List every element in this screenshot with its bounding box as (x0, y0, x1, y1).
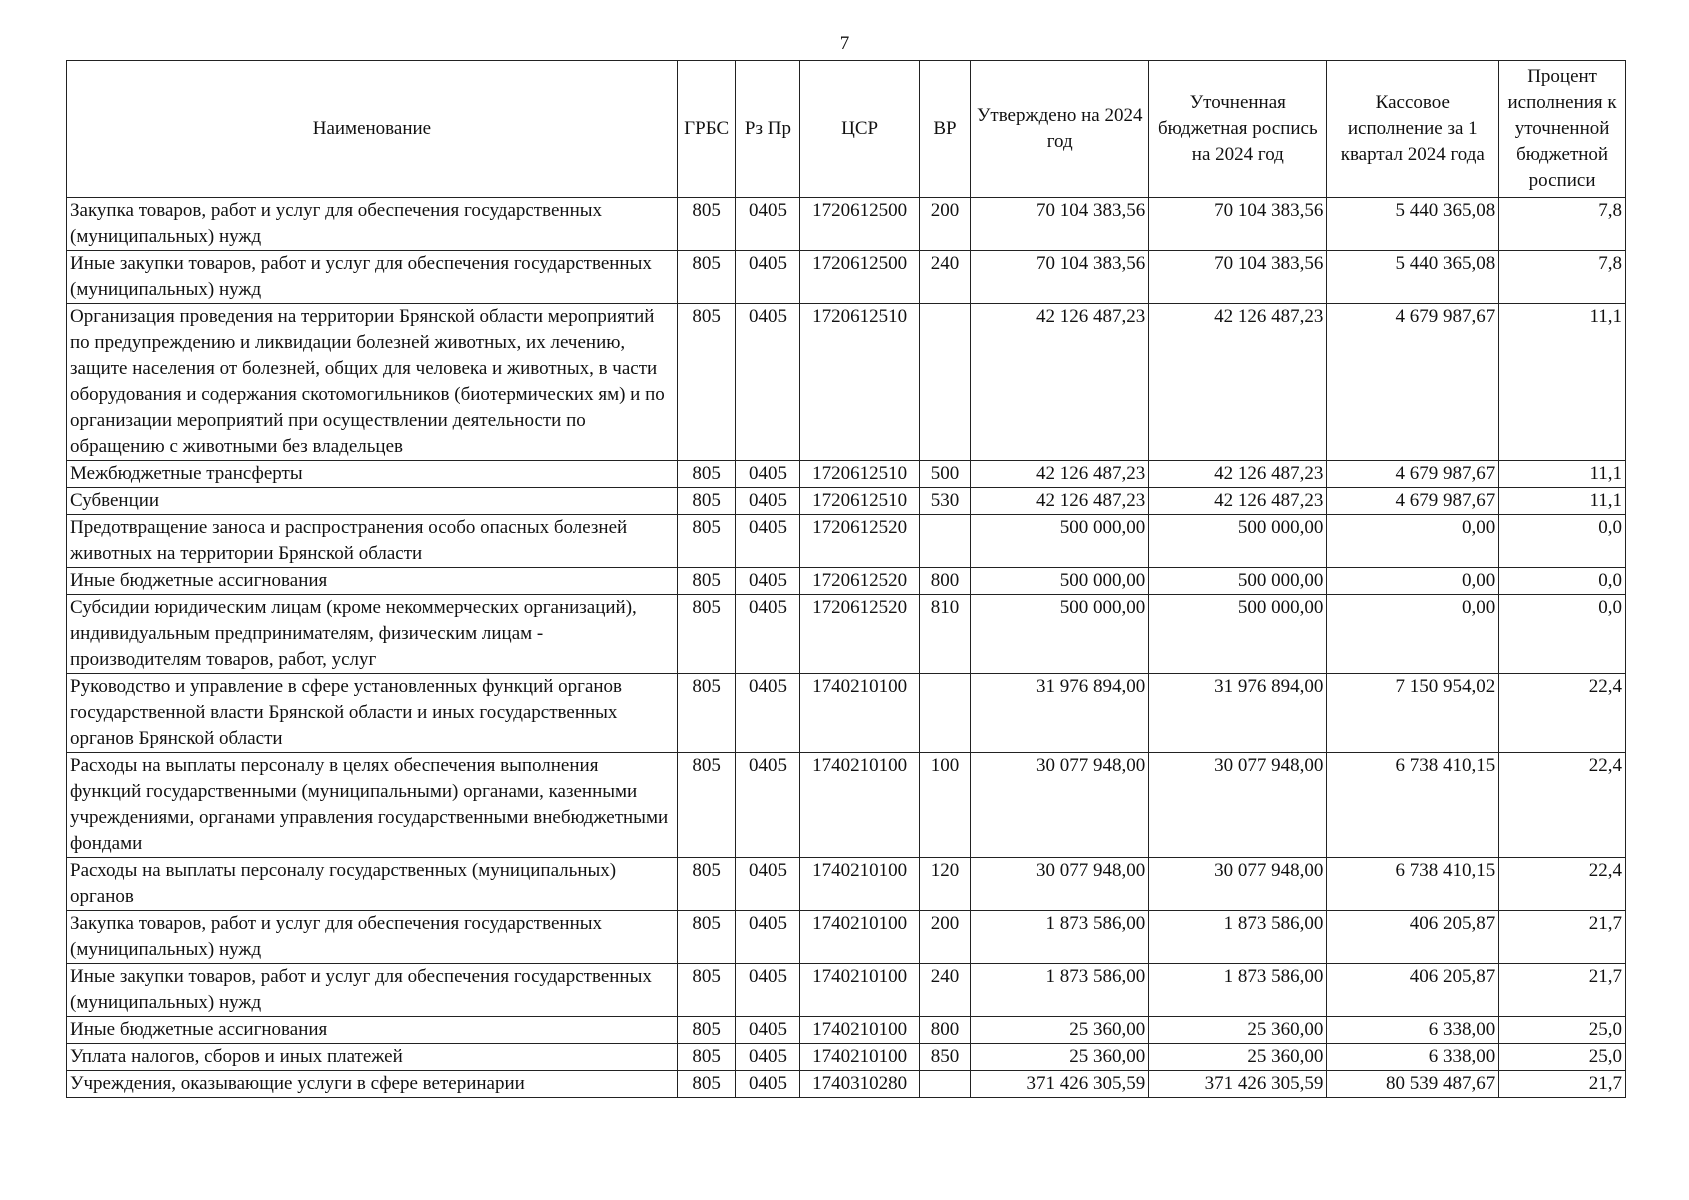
cell-name: Иные закупки товаров, работ и услуг для обеспечения государственных (муниципальных) нужд (67, 964, 678, 1017)
cell-csr: 1720612510 (800, 461, 919, 488)
table-row (67, 753, 1626, 858)
cell-cash: 4 679 987,67 (1327, 488, 1499, 515)
cell-name: Организация проведения на территории Брянской области мероприятий по предупреждению и ликвидации болезней животных, их лечению, защите населения от болезней, общих для человека и животных, в части оборудования и содержания скотомогильников (биотермических ям) и по организации мероприятий при осуществлении деятельности по обращению с животными без владельцев (67, 304, 678, 461)
cell-name: Руководство и управление в сфере установленных функций органов государственной власти Брянской области и иных государственных органов Брянской области (67, 674, 678, 753)
table-row (67, 1017, 1626, 1044)
cell-refined: 30 077 948,00 (1149, 858, 1327, 911)
cell-csr: 1720612520 (800, 568, 919, 595)
cell-vr: 800 (919, 568, 970, 595)
cell-rzpr: 0405 (736, 1044, 800, 1071)
header-row (67, 61, 1626, 198)
cell-vr: 240 (919, 964, 970, 1017)
cell-name: Субвенции (67, 488, 678, 515)
cell-rzpr: 0405 (736, 911, 800, 964)
cell-cash: 7 150 954,02 (1327, 674, 1499, 753)
cell-cash: 0,00 (1327, 515, 1499, 568)
cell-csr: 1720612510 (800, 304, 919, 461)
cell-refined: 70 104 383,56 (1149, 198, 1327, 251)
cell-vr: 500 (919, 461, 970, 488)
table-header (67, 61, 1626, 198)
cell-cash: 6 338,00 (1327, 1017, 1499, 1044)
cell-csr: 1740210100 (800, 858, 919, 911)
header-refined: Уточненная бюджетная роспись на 2024 год (1149, 61, 1327, 198)
table-row (67, 515, 1626, 568)
cell-cash: 4 679 987,67 (1327, 304, 1499, 461)
table-row (67, 1071, 1626, 1098)
cell-vr: 810 (919, 595, 970, 674)
table-row (67, 595, 1626, 674)
page-number: 7 (839, 33, 850, 54)
cell-grbs: 805 (677, 568, 736, 595)
cell-cash: 4 679 987,67 (1327, 461, 1499, 488)
cell-percent: 0,0 (1499, 595, 1626, 674)
cell-refined: 42 126 487,23 (1149, 488, 1327, 515)
table-row (67, 198, 1626, 251)
cell-rzpr: 0405 (736, 251, 800, 304)
cell-csr: 1740210100 (800, 753, 919, 858)
budget-table (66, 60, 1626, 1098)
cell-vr: 850 (919, 1044, 970, 1071)
cell-name: Иные закупки товаров, работ и услуг для обеспечения государственных (муниципальных) нужд (67, 251, 678, 304)
cell-refined: 500 000,00 (1149, 515, 1327, 568)
cell-approved: 500 000,00 (971, 568, 1149, 595)
cell-cash: 0,00 (1327, 595, 1499, 674)
cell-grbs: 805 (677, 461, 736, 488)
cell-refined: 42 126 487,23 (1149, 304, 1327, 461)
cell-csr: 1720612510 (800, 488, 919, 515)
cell-grbs: 805 (677, 198, 736, 251)
table-row (67, 1044, 1626, 1071)
cell-refined: 25 360,00 (1149, 1017, 1327, 1044)
cell-percent: 11,1 (1499, 304, 1626, 461)
cell-name: Закупка товаров, работ и услуг для обеспечения государственных (муниципальных) нужд (67, 198, 678, 251)
cell-cash: 80 539 487,67 (1327, 1071, 1499, 1098)
cell-approved: 70 104 383,56 (971, 198, 1149, 251)
cell-percent: 25,0 (1499, 1017, 1626, 1044)
header-grbs: ГРБС (677, 61, 736, 198)
cell-cash: 5 440 365,08 (1327, 251, 1499, 304)
cell-percent: 7,8 (1499, 251, 1626, 304)
cell-approved: 42 126 487,23 (971, 304, 1149, 461)
cell-csr: 1740210100 (800, 1017, 919, 1044)
cell-grbs: 805 (677, 753, 736, 858)
cell-cash: 6 338,00 (1327, 1044, 1499, 1071)
cell-approved: 25 360,00 (971, 1044, 1149, 1071)
cell-csr: 1740210100 (800, 964, 919, 1017)
table-row (67, 858, 1626, 911)
cell-name: Расходы на выплаты персоналу в целях обеспечения выполнения функций государственными (муниципальными) органами, казенными учреждениями, органами управления государственными внебюджетными фондами (67, 753, 678, 858)
header-name: Наименование (67, 61, 678, 198)
cell-csr: 1740210100 (800, 1044, 919, 1071)
cell-grbs: 805 (677, 304, 736, 461)
cell-percent: 7,8 (1499, 198, 1626, 251)
header-cash: Кассовое исполнение за 1 квартал 2024 года (1327, 61, 1499, 198)
table-row (67, 251, 1626, 304)
cell-vr: 100 (919, 753, 970, 858)
cell-cash: 5 440 365,08 (1327, 198, 1499, 251)
cell-grbs: 805 (677, 515, 736, 568)
cell-percent: 0,0 (1499, 568, 1626, 595)
cell-vr: 120 (919, 858, 970, 911)
cell-cash: 406 205,87 (1327, 911, 1499, 964)
cell-approved: 500 000,00 (971, 595, 1149, 674)
cell-refined: 25 360,00 (1149, 1044, 1327, 1071)
cell-rzpr: 0405 (736, 515, 800, 568)
cell-percent: 21,7 (1499, 964, 1626, 1017)
cell-name: Учреждения, оказывающие услуги в сфере ветеринарии (67, 1071, 678, 1098)
cell-percent: 21,7 (1499, 911, 1626, 964)
cell-percent: 22,4 (1499, 753, 1626, 858)
cell-rzpr: 0405 (736, 674, 800, 753)
cell-cash: 6 738 410,15 (1327, 753, 1499, 858)
cell-vr: 200 (919, 911, 970, 964)
cell-percent: 22,4 (1499, 858, 1626, 911)
cell-percent: 22,4 (1499, 674, 1626, 753)
cell-name: Закупка товаров, работ и услуг для обеспечения государственных (муниципальных) нужд (67, 911, 678, 964)
cell-refined: 31 976 894,00 (1149, 674, 1327, 753)
cell-vr (919, 1071, 970, 1098)
cell-approved: 500 000,00 (971, 515, 1149, 568)
cell-name: Межбюджетные трансферты (67, 461, 678, 488)
cell-rzpr: 0405 (736, 858, 800, 911)
cell-percent: 11,1 (1499, 488, 1626, 515)
cell-approved: 42 126 487,23 (971, 461, 1149, 488)
cell-approved: 25 360,00 (971, 1017, 1149, 1044)
cell-csr: 1720612500 (800, 251, 919, 304)
table-row (67, 964, 1626, 1017)
cell-percent: 25,0 (1499, 1044, 1626, 1071)
cell-rzpr: 0405 (736, 595, 800, 674)
cell-refined: 42 126 487,23 (1149, 461, 1327, 488)
table-row (67, 911, 1626, 964)
cell-grbs: 805 (677, 964, 736, 1017)
cell-rzpr: 0405 (736, 488, 800, 515)
cell-cash: 406 205,87 (1327, 964, 1499, 1017)
cell-grbs: 805 (677, 595, 736, 674)
cell-percent: 11,1 (1499, 461, 1626, 488)
cell-name: Иные бюджетные ассигнования (67, 1017, 678, 1044)
cell-approved: 30 077 948,00 (971, 858, 1149, 911)
cell-rzpr: 0405 (736, 1017, 800, 1044)
cell-vr (919, 304, 970, 461)
cell-csr: 1740310280 (800, 1071, 919, 1098)
table-body (67, 198, 1626, 1098)
cell-name: Субсидии юридическим лицам (кроме некоммерческих организаций), индивидуальным предпринимателям, физическим лицам - производителям товаров, работ, услуг (67, 595, 678, 674)
cell-refined: 70 104 383,56 (1149, 251, 1327, 304)
cell-grbs: 805 (677, 1071, 736, 1098)
cell-refined: 500 000,00 (1149, 568, 1327, 595)
cell-vr (919, 515, 970, 568)
cell-csr: 1720612520 (800, 515, 919, 568)
cell-grbs: 805 (677, 251, 736, 304)
cell-cash: 0,00 (1327, 568, 1499, 595)
cell-grbs: 805 (677, 911, 736, 964)
cell-approved: 70 104 383,56 (971, 251, 1149, 304)
cell-rzpr: 0405 (736, 964, 800, 1017)
header-approved: Утверждено на 2024 год (971, 61, 1149, 198)
cell-cash: 6 738 410,15 (1327, 858, 1499, 911)
cell-name: Предотвращение заноса и распространения особо опасных болезней животных на территории Брянской области (67, 515, 678, 568)
header-vr: ВР (919, 61, 970, 198)
cell-rzpr: 0405 (736, 1071, 800, 1098)
cell-name: Расходы на выплаты персоналу государственных (муниципальных) органов (67, 858, 678, 911)
cell-rzpr: 0405 (736, 198, 800, 251)
cell-refined: 500 000,00 (1149, 595, 1327, 674)
cell-grbs: 805 (677, 674, 736, 753)
header-rzpr: Рз Пр (736, 61, 800, 198)
cell-approved: 1 873 586,00 (971, 911, 1149, 964)
cell-csr: 1740210100 (800, 674, 919, 753)
cell-refined: 1 873 586,00 (1149, 964, 1327, 1017)
cell-csr: 1740210100 (800, 911, 919, 964)
cell-percent: 0,0 (1499, 515, 1626, 568)
cell-approved: 371 426 305,59 (971, 1071, 1149, 1098)
cell-vr (919, 674, 970, 753)
cell-csr: 1720612520 (800, 595, 919, 674)
cell-approved: 42 126 487,23 (971, 488, 1149, 515)
table-row (67, 461, 1626, 488)
cell-refined: 30 077 948,00 (1149, 753, 1327, 858)
cell-refined: 1 873 586,00 (1149, 911, 1327, 964)
table-row (67, 674, 1626, 753)
cell-csr: 1720612500 (800, 198, 919, 251)
cell-vr: 240 (919, 251, 970, 304)
cell-name: Уплата налогов, сборов и иных платежей (67, 1044, 678, 1071)
cell-approved: 31 976 894,00 (971, 674, 1149, 753)
table-row (67, 568, 1626, 595)
cell-grbs: 805 (677, 488, 736, 515)
cell-grbs: 805 (677, 858, 736, 911)
cell-name: Иные бюджетные ассигнования (67, 568, 678, 595)
cell-refined: 371 426 305,59 (1149, 1071, 1327, 1098)
table-row (67, 488, 1626, 515)
cell-rzpr: 0405 (736, 753, 800, 858)
cell-vr: 200 (919, 198, 970, 251)
cell-grbs: 805 (677, 1017, 736, 1044)
cell-vr: 530 (919, 488, 970, 515)
header-percent: Процент исполнения к уточненной бюджетной росписи (1499, 61, 1626, 198)
cell-percent: 21,7 (1499, 1071, 1626, 1098)
cell-rzpr: 0405 (736, 461, 800, 488)
cell-approved: 30 077 948,00 (971, 753, 1149, 858)
cell-approved: 1 873 586,00 (971, 964, 1149, 1017)
cell-rzpr: 0405 (736, 304, 800, 461)
cell-grbs: 805 (677, 1044, 736, 1071)
header-csr: ЦСР (800, 61, 919, 198)
cell-vr: 800 (919, 1017, 970, 1044)
table-row (67, 304, 1626, 461)
cell-rzpr: 0405 (736, 568, 800, 595)
